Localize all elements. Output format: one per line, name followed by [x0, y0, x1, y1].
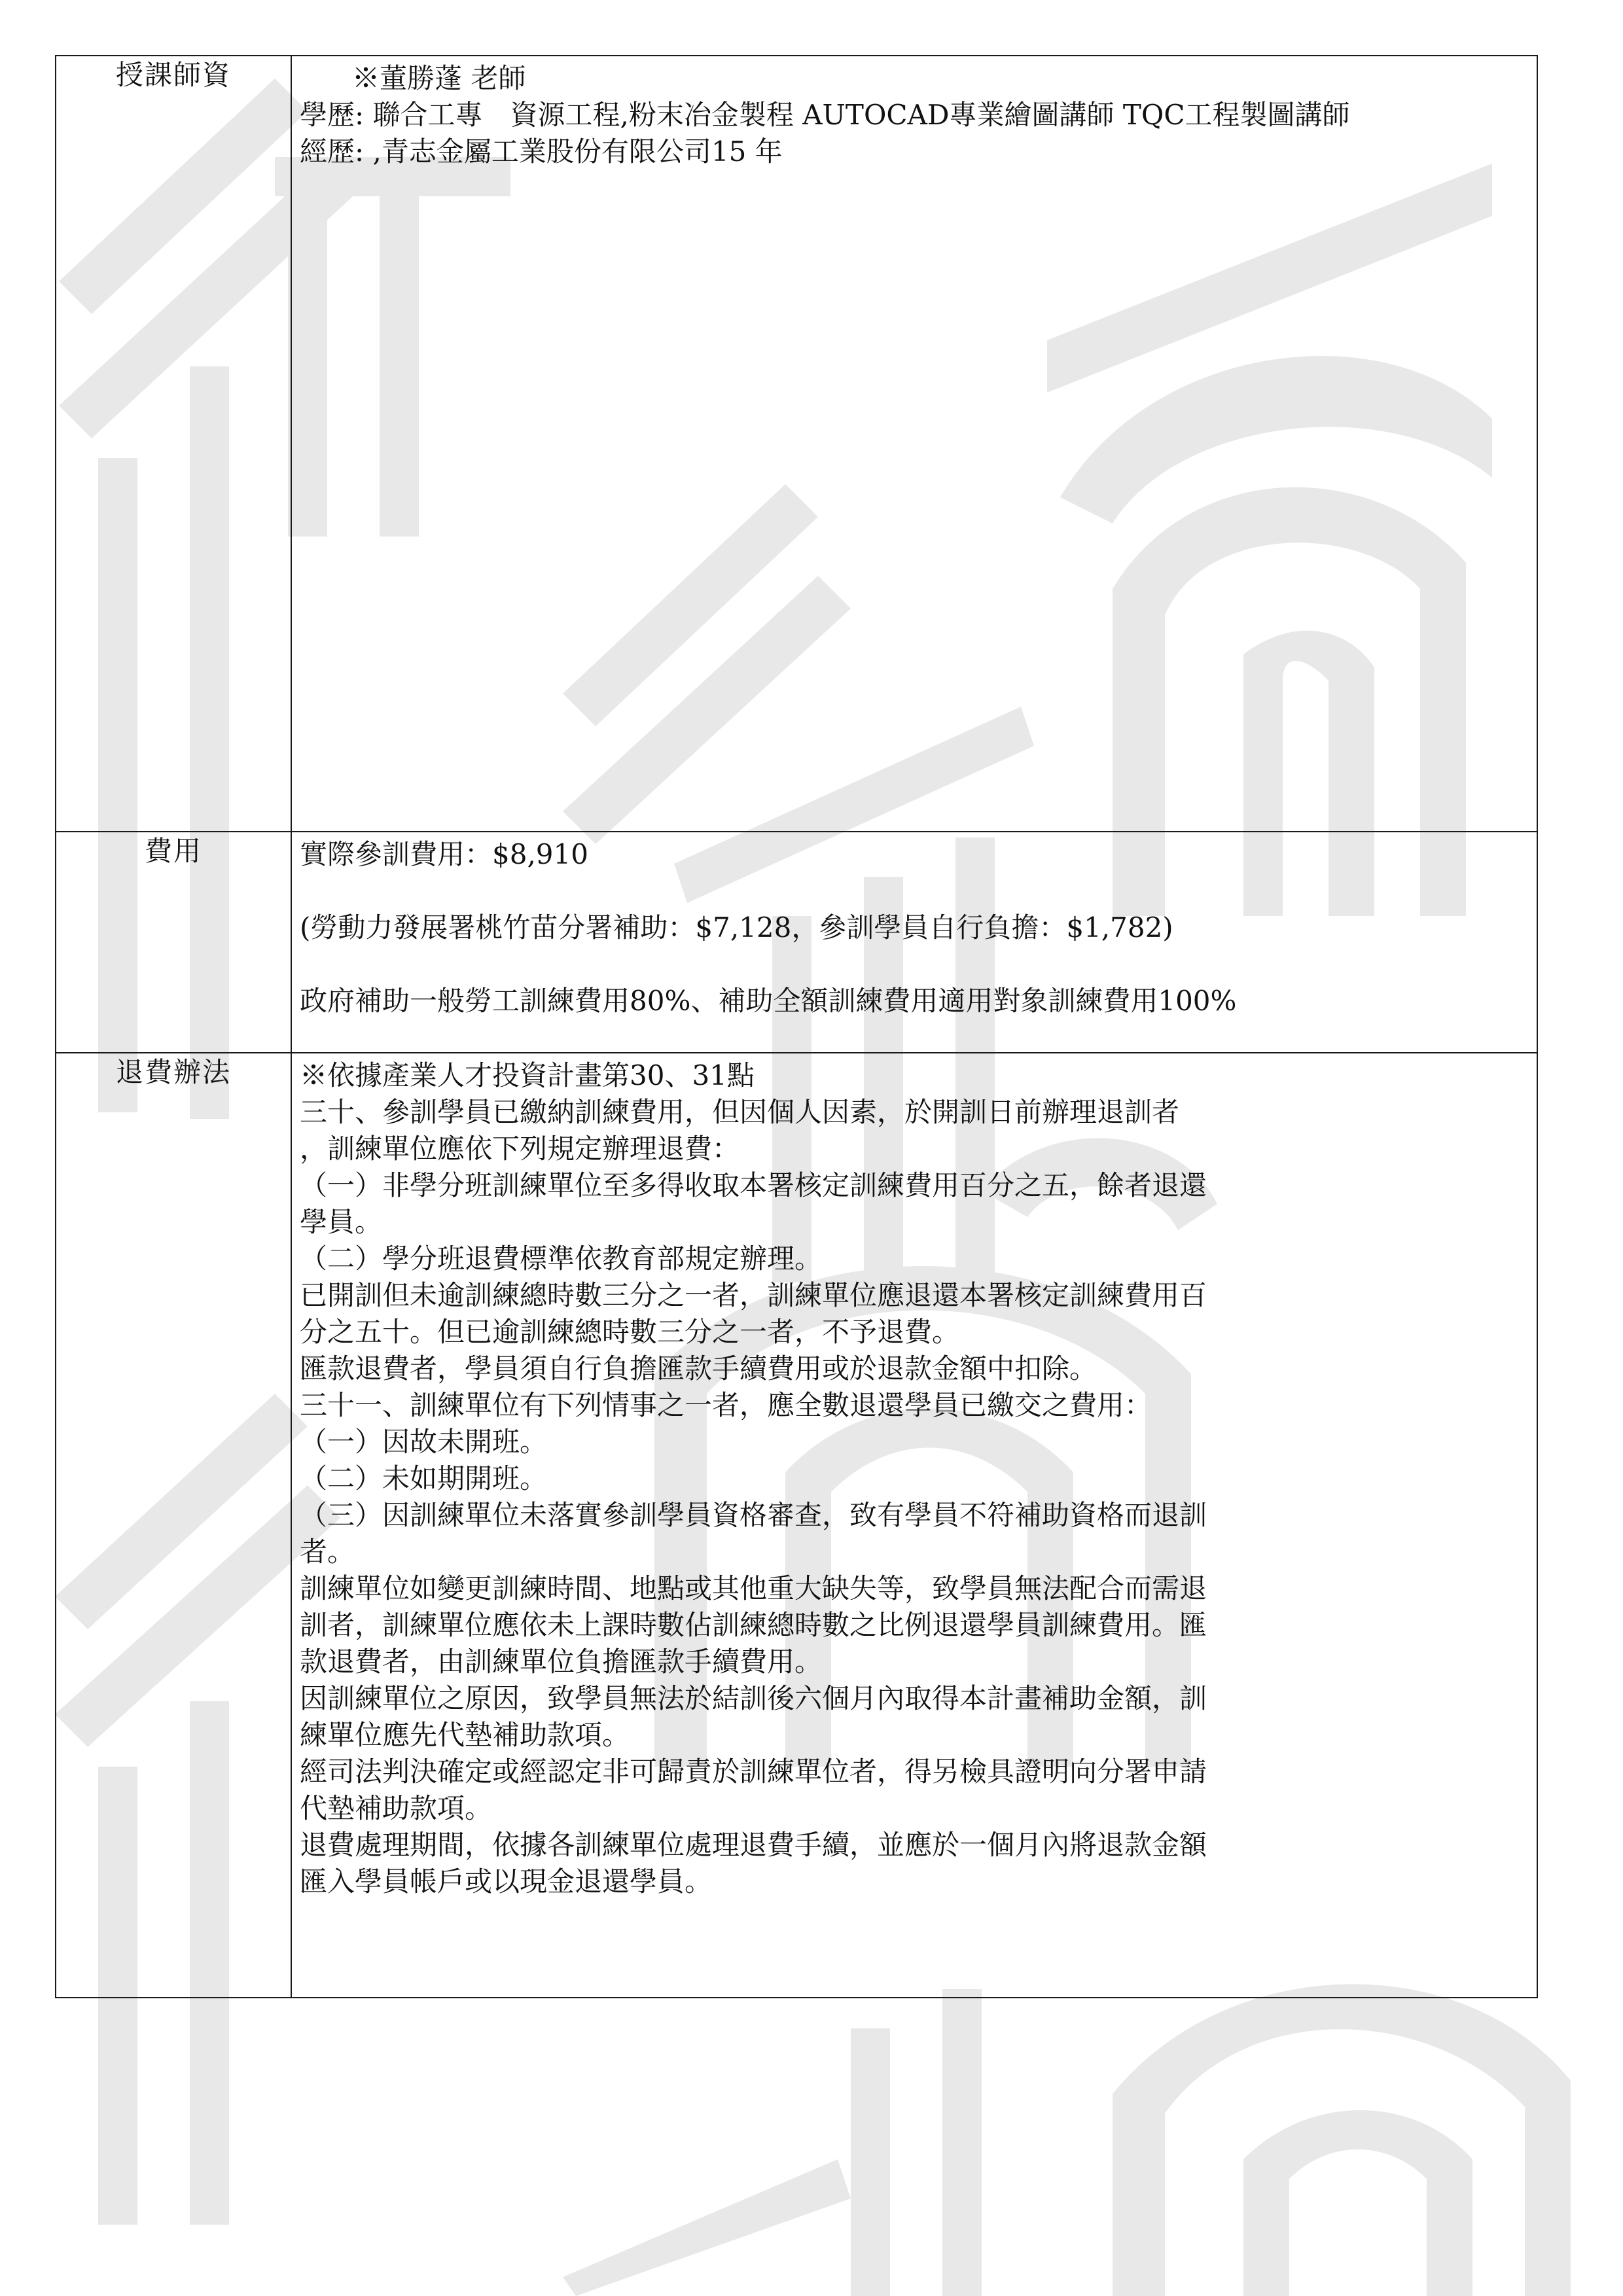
refund-line: 三十一、訓練單位有下列情事之一者，應全數退還學員已繳交之費用：	[300, 1389, 1152, 1421]
fee-spacer	[300, 946, 1527, 983]
fee-label: 費用	[56, 832, 291, 1053]
refund-line: ※依據產業人才投資計畫第30、31點	[300, 1059, 755, 1091]
refund-line: 經司法判決確定或經認定非可歸責於訓練單位者，得另檢具證明向分署申請	[300, 1756, 1207, 1788]
refund-line: 練單位應先代墊補助款項。	[300, 1719, 630, 1751]
refund-line: 款退費者，由訓練單位負擔匯款手續費用。	[300, 1646, 823, 1678]
refund-line: 退費處理期間，依據各訓練單位處理退費手續，並應於一個月內將退款金額	[300, 1829, 1207, 1861]
refund-line: 已開訓但未逾訓練總時數三分之一者，訓練單位應退還本署核定訓練費用百	[300, 1279, 1207, 1311]
refund-line: （一）非學分班訓練單位至多得收取本署核定訓練費用百分之五，餘者退還	[300, 1169, 1207, 1201]
teacher-row	[56, 56, 1537, 832]
teacher-label: 授課師資	[56, 56, 291, 832]
fee-subsidy: (勞動力發展署桃竹苗分署補助：$7,128，參訓學員自行負擔：$1,782)	[300, 911, 1173, 944]
course-info-table	[55, 55, 1538, 1998]
teacher-name: ※董勝蓬 老師	[352, 62, 526, 94]
teacher-experience: 經歷: ,青志金屬工業股份有限公司15 年	[300, 135, 783, 168]
refund-line: 代墊補助款項。	[300, 1792, 493, 1824]
refund-line: 分之五十。但已逾訓練總時數三分之一者，不予退費。	[300, 1316, 960, 1348]
refund-line: （二）未如期開班。	[300, 1462, 548, 1494]
refund-line: 匯款退費者，學員須自行負擔匯款手續費用或於退款金額中扣除。	[300, 1352, 1097, 1385]
refund-line: ，訓練單位應依下列規定辦理退費：	[300, 1133, 740, 1165]
refund-line: 匯入學員帳戶或以現金退還學員。	[300, 1865, 713, 1898]
refund-line: 者。	[300, 1536, 355, 1568]
refund-row	[56, 1053, 1537, 1998]
refund-content	[291, 1053, 1537, 1998]
fee-spacer	[300, 873, 1527, 910]
teacher-education: 學歷: 聯合工專 資源工程,粉末冶金製程 AUTOCAD專業繪圖講師 TQC工程製圖講師	[300, 99, 1350, 131]
refund-line: 因訓練單位之原因，致學員無法於結訓後六個月內取得本計畫補助金額，訓	[300, 1682, 1207, 1714]
refund-label: 退費辦法	[56, 1053, 291, 1998]
refund-line: 學員。	[300, 1206, 383, 1238]
actual-fee: 實際參訓費用：$8,910	[300, 838, 588, 870]
fee-content	[291, 832, 1537, 1053]
refund-line: 訓練單位如變更訓練時間、地點或其他重大缺失等，致學員無法配合而需退	[300, 1572, 1207, 1604]
fee-policy: 政府補助一般勞工訓練費用80%、補助全額訓練費用適用對象訓練費用100%	[300, 985, 1237, 1017]
fee-row	[56, 832, 1537, 1053]
refund-line: （一）因故未開班。	[300, 1426, 548, 1458]
refund-line: （三）因訓練單位未落實參訓學員資格審查，致有學員不符補助資格而退訓	[300, 1499, 1207, 1531]
refund-line: （二）學分班退費標準依教育部規定辦理。	[300, 1243, 823, 1275]
teacher-content	[291, 56, 1537, 832]
refund-line: 三十、參訓學員已繳納訓練費用，但因個人因素，於開訓日前辦理退訓者	[300, 1096, 1180, 1128]
refund-line: 訓者，訓練單位應依未上課時數佔訓練總時數之比例退還學員訓練費用。匯	[300, 1609, 1207, 1641]
